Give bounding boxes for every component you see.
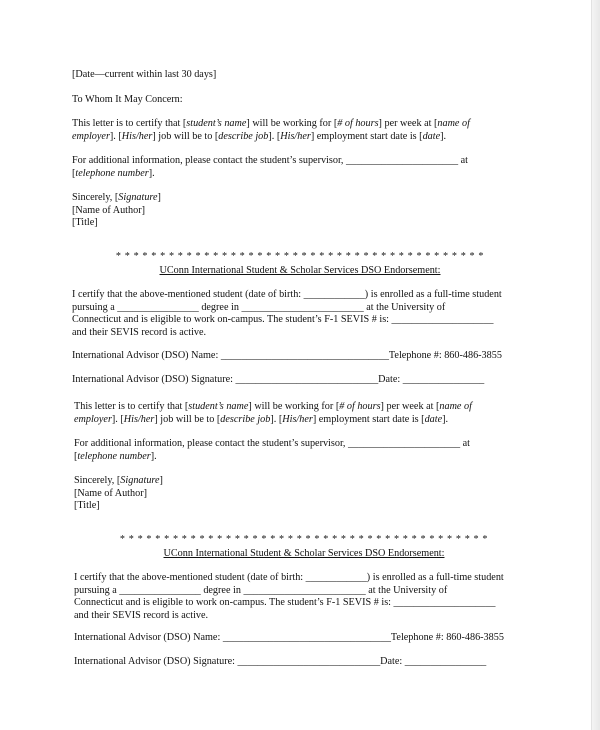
contact-paragraph: For additional information, please contact the student’s supervisor, ______________________ at [telephone number]. — [72, 155, 468, 179]
certification-paragraph: This letter is to certify that [student’s name] will be working for [# of hours] per week at [name of employer]. [His/her] job will be to [describe job]. [His/her] employment start date is [date]. — [74, 401, 472, 425]
endorsement-paragraph: I certify that the above-mentioned student (date of birth: ____________) is enrolled as a full-time student pursuing a ________________ degree in ________________________ at the University of Connecticut and is eligible to work on-campus. The student’s F-1 SEVIS # is: ____________________ and their SEVIS record is active. — [74, 572, 504, 621]
page-edge — [591, 0, 600, 730]
endorsement-title: UConn International Student & Scholar Services DSO Endorsement: — [159, 265, 441, 276]
advisor-signature-line: International Advisor (DSO) Signature: ____________________________Date: ________________ — [72, 374, 485, 385]
closing: Sincerely, [Signature] [Name of Author] [Title] — [72, 192, 161, 229]
advisor-signature-line: International Advisor (DSO) Signature: ____________________________Date: ________________ — [74, 656, 487, 667]
separator-stars: * * * * * * * * * * * * * * * * * * * * * * * * * * * * * * * * * * * * * * * * * * — [119, 534, 489, 545]
separator-stars: * * * * * * * * * * * * * * * * * * * * * * * * * * * * * * * * * * * * * * * * * * — [115, 251, 485, 262]
contact-paragraph: For additional information, please contact the student’s supervisor, ______________________ at [telephone number]. — [74, 438, 470, 462]
advisor-name-line: International Advisor (DSO) Name: _________________________________Telephone #: 860-486-3855 — [72, 350, 502, 361]
date-line: [Date—current within last 30 days] — [72, 69, 217, 80]
certification-paragraph: This letter is to certify that [student’s name] will be working for [# of hours] per week at [name of employer]. [His/her] job will be to [describe job]. [His/her] employment start date is [date]. — [72, 118, 470, 142]
closing: Sincerely, [Signature] [Name of Author] [Title] — [74, 475, 163, 512]
advisor-name-line: International Advisor (DSO) Name: _________________________________Telephone #: 860-486-3855 — [74, 632, 504, 643]
endorsement-title: UConn International Student & Scholar Services DSO Endorsement: — [163, 548, 445, 559]
endorsement-paragraph: I certify that the above-mentioned student (date of birth: ____________) is enrolled as a full-time student pursuing a ________________ degree in ________________________ at the University of Connecticut and is eligible to work on-campus. The student’s F-1 SEVIS # is: ____________________ and their SEVIS record is active. — [72, 289, 502, 338]
salutation: To Whom It May Concern: — [72, 94, 183, 105]
